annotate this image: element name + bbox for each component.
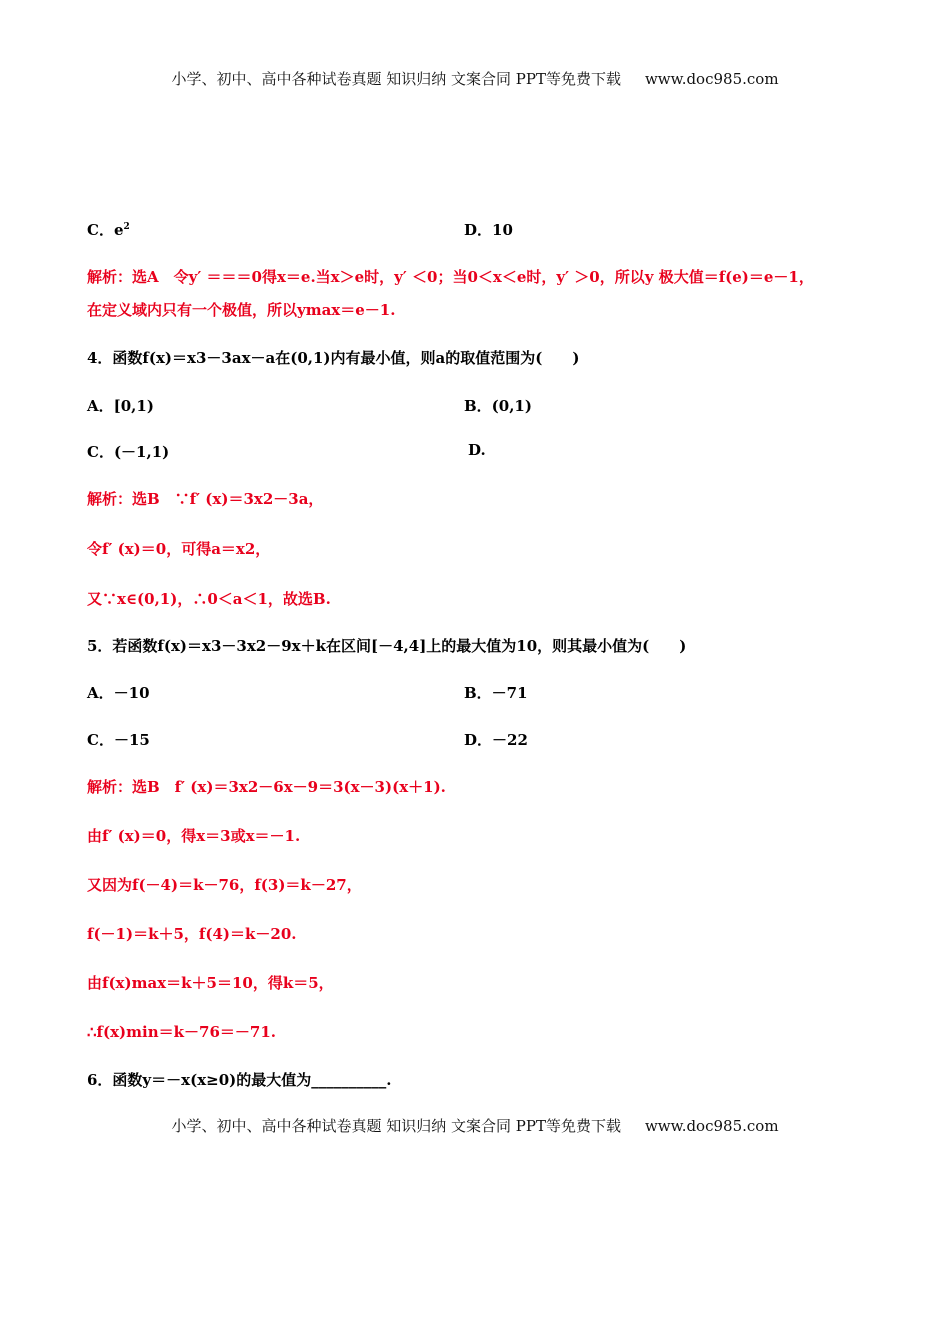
q3-option-d: D．10 xyxy=(464,221,513,239)
q3-solution-line1: 解析：选A 令y′ ＝＝＝0得x＝e.当x＞e时，y′ ＜0；当0＜x＜e时，y′ ＞0，所以y 极大值＝f(e)＝e－1， xyxy=(87,268,814,286)
q5-solution-line5: 由f(x)max＝k＋5＝10，得k＝5， xyxy=(87,974,334,992)
q5-solution-line6: ∴f(x)min＝k－76＝－71. xyxy=(87,1023,276,1041)
q4-solution-line2: 令f′ (x)＝0，可得a＝x2， xyxy=(87,540,271,558)
footer-site: www.doc985.com xyxy=(644,1117,779,1135)
footer-text: 小学、初中、高中各种试卷真题 知识归纳 文案合同 PPT等免费下载 xyxy=(171,1117,621,1135)
q5-option-c: C．－15 xyxy=(87,731,150,749)
q4-option-b: B．(0,1) xyxy=(464,397,532,415)
q4-solution-line3: 又∵x∈(0,1)，∴0＜a＜1，故选B. xyxy=(87,590,331,608)
q3-solution-line2: 在定义域内只有一个极值，所以ymax＝e－1. xyxy=(87,301,396,319)
q5-option-d: D．－22 xyxy=(464,731,528,749)
q4-stem: 4．函数f(x)＝x3－3ax－a在(0,1)内有最小值，则a的取值范围为( ) xyxy=(87,349,580,367)
page-header xyxy=(0,68,950,89)
q3-option-c: C．$e^2$ xyxy=(87,221,130,239)
q4-option-a: A．[0,1) xyxy=(87,397,154,415)
q5-stem: 5．若函数f(x)＝x3－3x2－9x＋k在区间[－4,4]上的最大值为10，则其最小值为( ) xyxy=(87,637,687,655)
q4-option-c: C．(－1,1) xyxy=(87,443,170,461)
header-site: www.doc985.com xyxy=(644,70,779,88)
q5-solution-line3: 又因为f(－4)＝k－76，f(3)＝k－27， xyxy=(87,876,362,894)
q5-option-a: A．－10 xyxy=(87,684,150,702)
header-text: 小学、初中、高中各种试卷真题 知识归纳 文案合同 PPT等免费下载 xyxy=(171,70,621,88)
q5-solution-line4: f(－1)＝k＋5，f(4)＝k－20. xyxy=(87,925,297,943)
page-footer xyxy=(0,1115,950,1136)
q4-option-d: D. xyxy=(468,441,486,459)
q4-solution-line1: 解析：选B ∵f′ (x)＝3x2－3a， xyxy=(87,490,324,508)
q5-solution-line2: 由f′ (x)＝0，得x＝3或x＝－1. xyxy=(87,827,301,845)
q6-stem: 6．函数y＝－x(x≥0)的最大值为__________. xyxy=(87,1071,392,1089)
q5-option-b: B．－71 xyxy=(464,684,528,702)
q5-solution-line1: 解析：选B f′ (x)＝3x2－6x－9＝3(x－3)(x＋1). xyxy=(87,778,446,796)
